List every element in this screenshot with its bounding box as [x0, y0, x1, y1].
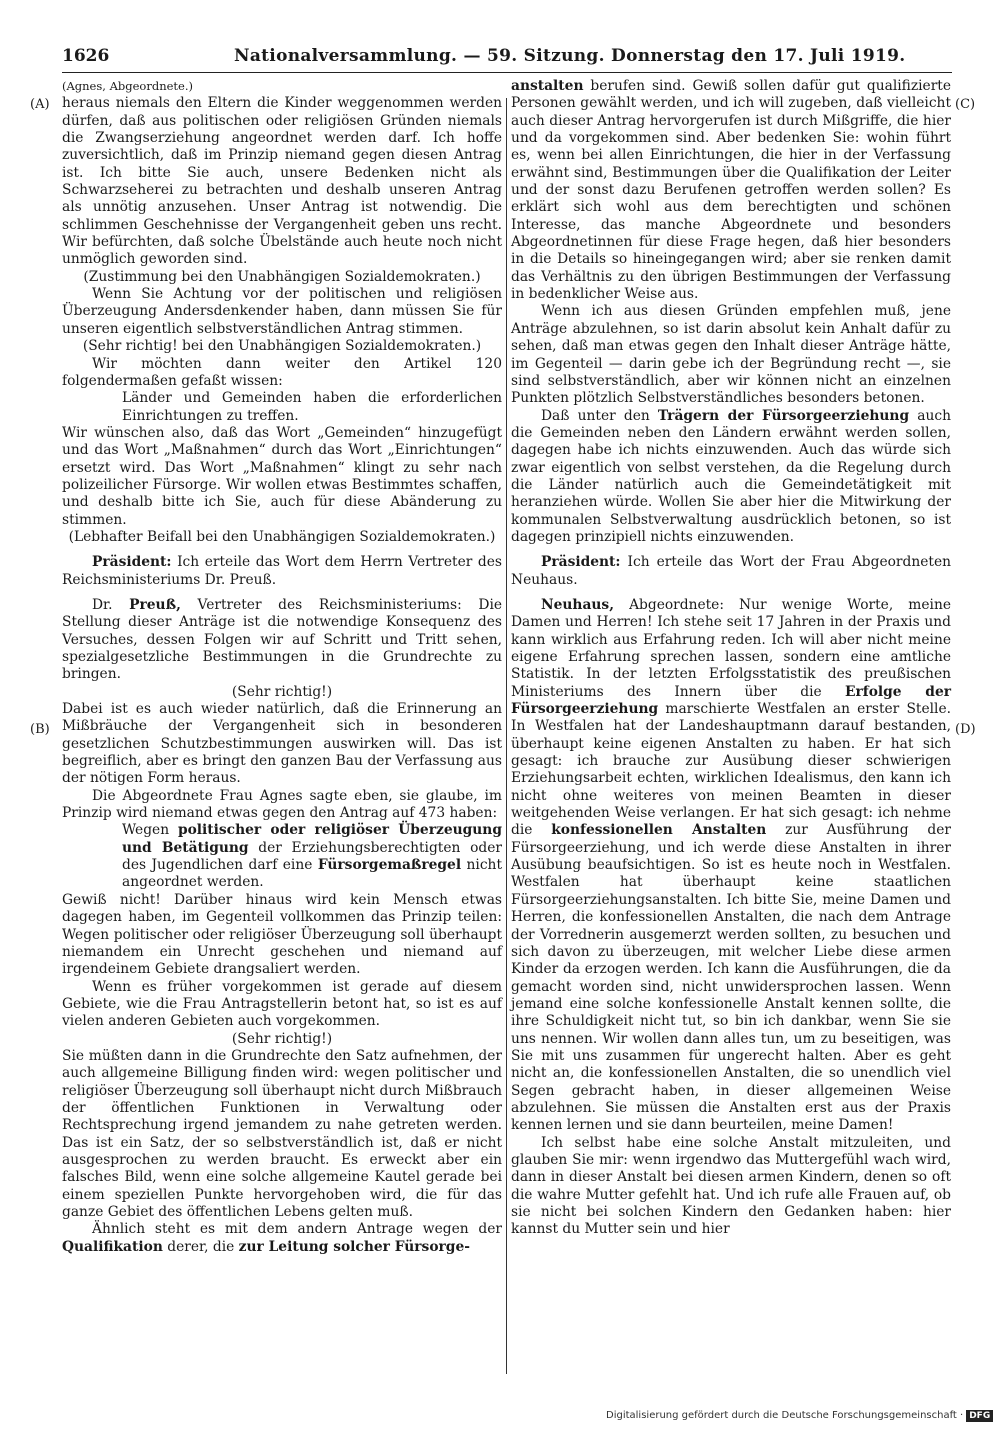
paragraph: Ich selbst habe eine solche Anstalt mitzuleiten, und glauben Sie mir: wenn irgendwo das Muttergefühl wach wird, dann in dieser Anstalt bei diesen armen Kindern, denen so oft die wahre Mutter gefehlt hat. Und ich rufe alle Frauen auf, ob sie nicht bei solchen Kindern den Gedanken haben: hier kannst du Mutter sein und hier [511, 1134, 951, 1238]
paragraph: Sie müßten dann in die Grundrechte den Satz aufnehmen, der auch allgemeine Billigung finden wird: wegen politischer und religiöser Überzeugung soll überhaupt nicht durch Mißbrauch der öffentlichen Funktionen in Verwaltung oder Rechtsprechung irgend jemandem zu nahe getreten werden. Das ist ein Satz, der so selbstverständlich ist, daß er nicht ausgesprochen zu werden braucht. Es erweckt aber ein falsches Bild, wenn eine solche allgemeine Kautel gerade bei einem speziellen Punkte hervorgehoben wird, die für das ganze Gebiet des öffentlichen Lebens gelten muß. [62, 1047, 502, 1220]
quoted-text: Länder und Gemeinden haben die erforderlichen Einrichtungen zu treffen. [122, 390, 502, 424]
margin-marker-b: (B) [30, 722, 50, 737]
speaker-name: Präsident: [541, 554, 621, 571]
reaction: (Sehr richtig!) [231, 683, 333, 700]
column-divider [506, 98, 507, 1374]
paragraph: Die Abgeordnete Frau Agnes sagte eben, sie glaube, im Prinzip wird niemand etwas gegen den Antrag auf 473 haben: [62, 787, 502, 822]
dfg-logo: DFG [966, 1410, 993, 1422]
left-column [62, 78, 502, 1256]
paragraph: Wir wünschen also, daß das Wort „Gemeinden“ hinzugefügt und das Wort „Maßnahmen“ durch das Wort „Einrichtungen“ ersetzt wird. Das Wort „Maßnahmen“ klingt zu sehr nach polizeilicher Fürsorge. Wir wollen etwas Bestimmtes schaffen, und deshalb bitte ich Sie, auch für diese Abänderung zu stimmen. [62, 424, 502, 528]
reaction: (Lebhafter Beifall bei den Unabhängigen Sozialdemokraten.) [68, 528, 496, 545]
speaker-name: Neuhaus, [541, 596, 614, 613]
speaker-name: Preuß, [129, 596, 181, 613]
page-number: 1626 [62, 46, 110, 66]
speaker-name: Präsident: [92, 554, 172, 571]
reaction: (Sehr richtig!) [231, 1030, 333, 1047]
margin-marker-d: (D) [955, 722, 976, 737]
paragraph: Dabei ist es auch wieder natürlich, daß die Erinnerung an Mißbräuche der Vergangenheit sich in besonderen gesetzlichen Schutzbestimmungen auswirken will. Das ist begreiflich, aber es bringt den ganzen Bau der Verfassung aus der nötigen Form heraus. [62, 701, 502, 787]
speaker-paragraph: Präsident: Ich erteile das Wort der Frau Abgeordneten Neuhaus. [511, 554, 951, 588]
running-title: Nationalversammlung. — 59. Sitzung. Donnerstag den 17. Juli 1919. [234, 46, 906, 66]
paragraph: Wenn es früher vorgekommen ist gerade auf diesem Gebiete, wie die Frau Antragstellerin betont hat, so ist es auf vielen anderen Gebieten auch vorgekommen. [62, 978, 502, 1030]
reaction: (Sehr richtig! bei den Unabhängigen Sozialdemokraten.) [82, 338, 482, 355]
page-header [62, 44, 952, 73]
reaction: (Zustimmung bei den Unabhängigen Sozialdemokraten.) [83, 268, 481, 285]
paragraph: Daß unter den Trägern der Fürsorgeerziehung auch die Gemeinden neben den Ländern erwähnt werden sollen, dagegen habe ich nichts einzuwenden. Auch das würde sich zwar eigentlich von selbst verstehen, da die Regelung durch die Länder natürlich auch die Gemeindetätigkeit mit heranziehen würde. Wollen Sie aber hier die Mitwirkung der kommunalen Selbstverwaltung ausdrücklich betonen, so ist dagegen prinzipiell nichts einzuwenden. [511, 407, 951, 545]
paragraph: Ähnlich steht es mit dem andern Antrage wegen der Qualifikation derer, die zur Leitung solcher Fürsorge- [62, 1221, 502, 1255]
footer-text: Digitalisierung gefördert durch die Deutsche Forschungsgemeinschaft · [606, 1410, 964, 1421]
paragraph: Gewiß nicht! Darüber hinaus wird kein Mensch etwas dagegen haben, im Gegenteil vollkommen das Prinzip teilen: Wegen politischer oder religiöser Überzeugung soll überhaupt niemandem ein Unrecht geschehen und niemand auf irgendeinem Gebiete drangsaliert werden. [62, 891, 502, 978]
paragraph: heraus niemals den Eltern die Kinder weggenommen werden dürfen, daß aus politischen oder religiösen Gründen niemals die Zwangserziehung angeordnet werden darf. Ich hoffe zuversichtlich, daß im Prinzip niemand gegen diesen Antrag ist. Ich bitte Sie auch, unsere Bedenken nicht als Schwarzseherei zu betrachten und deshalb unseren Antrag als unnötig anzusehen. Unser Antrag ist notwendig. Die schlimmen Geschehnisse der Vergangenheit geben uns recht. Wir befürchten, daß solche Übelstände auch heute noch nicht unmöglich geworden sind. [62, 95, 502, 268]
margin-marker-a: (A) [30, 97, 50, 112]
speaker-tag: (Agnes, Abgeordnete.) [62, 79, 193, 93]
speaker-paragraph: Präsident: Ich erteile das Wort dem Herrn Vertreter des Reichsministeriums Dr. Preuß. [62, 554, 503, 588]
margin-marker-c: (C) [955, 97, 976, 112]
speaker-paragraph: Neuhaus, Abgeordnete: Nur wenige Worte, meine Damen und Herren! Ich stehe seit 17 Jahren in der Praxis und kann wirklich aus Erfahrung reden. Ich will aber nicht meine eigene Erfahrung sprechen lassen, sondern eine amtliche Statistik. In der letzten Erfolgsstatistik des preußischen Ministeriums des Innern über die Erfolge der Fürsorgeerziehung marschierte Westfalen an erster Stelle. In Westfalen hat der Landeshauptmann darauf bestanden, überhaupt keine eigenen Anstalten zu haben. Er hat sich gesagt: ich brauche zur Ausübung dieser schwierigen Erziehungsarbeit echten, wirklichen Idealismus, den kann ich nicht ohne weiteres von meinen Beamten in dieser weitgehenden Weise verlangen. Er hat sich gesagt: ich nehme die konfessionellen Anstalten zur Ausführung der Fürsorgeerziehung, und ich werde diese Anstalten in ihrer Ausübung beaufsichtigen. So ist es heute noch in Westfalen. Westfalen hat überhaupt keine staatlichen Fürsorgeerziehungsanstalten. Ich bitte Sie, meine Damen und Herren, die konfessionellen Anstalten, die nach dem Antrage der Vorrednerin ausgemerzt werden sollten, zu besuchen und sich davon zu überzeugen, mit welcher Liebe diese armen Kinder da erzogen werden. Ich kann die Ausführungen, die da gemacht worden sind, nicht unwidersprochen lassen. Wenn jemand eine solche konfessionelle Anstalt kennen sollte, die ihre Schuldigkeit nicht tut, so bin ich dankbar, wenn Sie sie uns nennen. Wir wollen dann alles tun, um zu beseitigen, was Sie mit uns zusammen für ungerecht halten. Aber es geht nicht an, die konfessionellen Anstalten, die so unendlich viel Segen gebracht haben, in dieser allgemeinen Weise abzulehnen. Sie müssen die Anstalten erst aus der Praxis kennen lernen und sie dann beurteilen, meine Damen! [511, 596, 951, 1134]
right-column [511, 78, 951, 1239]
paragraph: Wenn ich aus diesen Gründen empfehlen muß, jene Anträge abzulehnen, so ist darin absolut kein Anhalt dafür zu sehen, daß man etwas gegen den Inhalt dieser Anträge hätte, im Gegenteil — darin gebe ich der Begründung recht —, sie sind selbstverständlich, aber wir können nicht an einzelnen Punkten plötzlich Selbstverständliches besonders betonen. [511, 303, 951, 407]
paragraph: Wenn Sie Achtung vor der politischen und religiösen Überzeugung Andersdenkender haben, dann müssen Sie für unseren eigentlich selbstverständlichen Antrag stimmen. [62, 286, 502, 337]
footer-credit [606, 1410, 993, 1422]
paragraph: Wir möchten dann weiter den Artikel 120 folgendermaßen gefaßt wissen: [62, 355, 502, 389]
quoted-text: Wegen politischer oder religiöser Überzeugung und Betätigung der Erziehungsberechtigten oder des Jugendlichen darf eine Fürsorgemaßregel nicht angeordnet werden. [122, 822, 502, 891]
speaker-paragraph: Dr. Preuß, Vertreter des Reichsministeriums: Die Stellung dieser Anträge ist die notwendige Konsequenz des Versuches, dessen Folgen wir auf Schritt und Tritt sehen, spezialgesetzliche Bestimmungen in die Grundrechte zu bringen. [62, 596, 503, 683]
paragraph: anstalten berufen sind. Gewiß sollen dafür gut qualifizierte Personen gewählt werden, und ich will zugeben, daß vielleicht auch dieser Antrag hervorgerufen ist durch Mißgriffe, die hier und da vorgekommen sind. Aber bedenken Sie: wohin führt es, wenn bei allen Einrichtungen, die hier in der Verfassung erwähnt sind, Bestimmungen über die Qualifikation der Leiter und der sonst dazu Berufenen getroffen werden sollen? Es erklärt sich wohl aus dem berechtigten und schönen Interesse, das manche Abgeordnete und besonders Abgeordnetinnen für diese Frage hegen, daß hier besonders in die Details so hineingegangen wird; aber sie renken damit das Verhältnis zu den übrigen Bestimmungen der Verfassung in bedenklicher Weise aus. [511, 78, 952, 303]
